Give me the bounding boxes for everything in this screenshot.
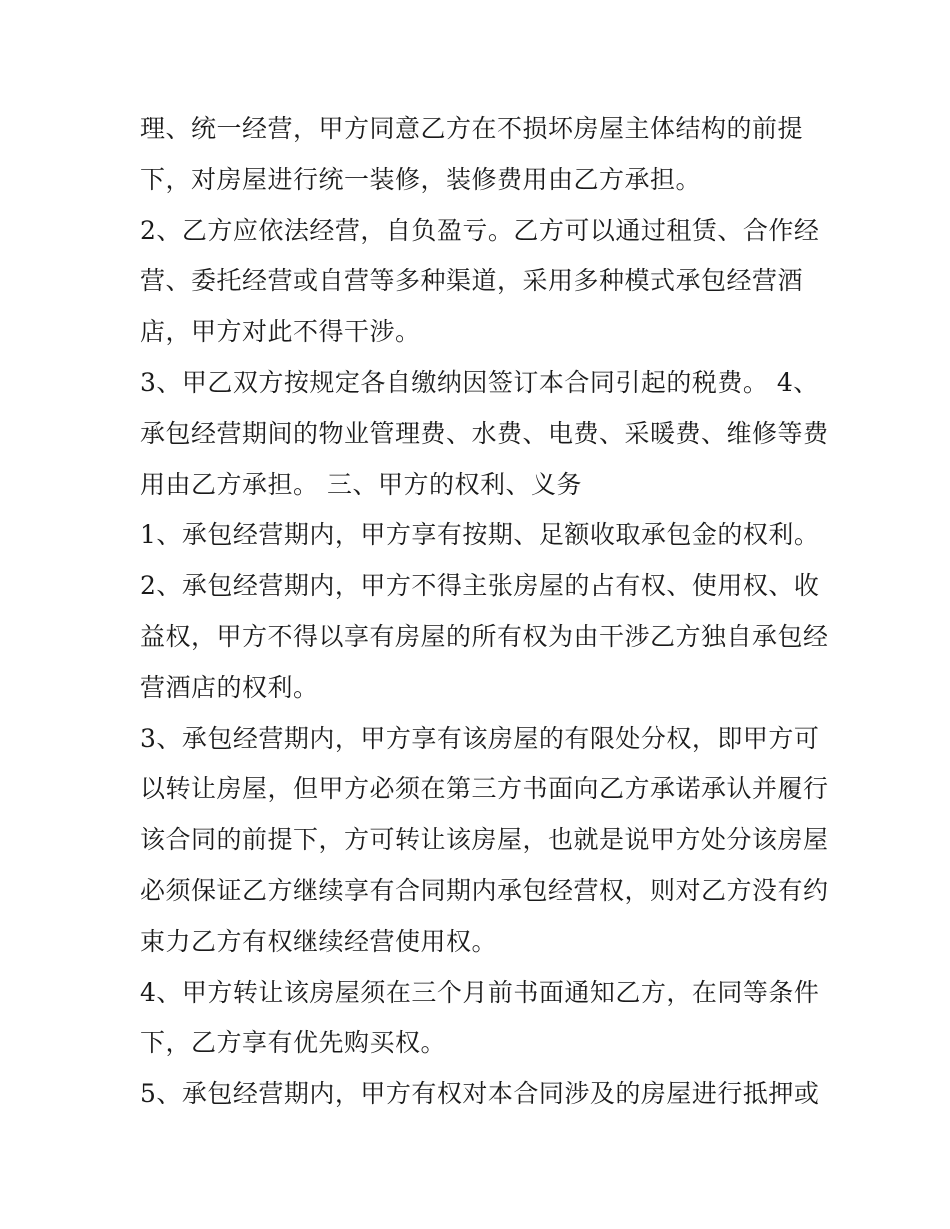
text-line: 理、统一经营，甲方同意乙方在不损坏房屋主体结构的前提	[140, 114, 804, 143]
text-line: 益权，甲方不得以享有房屋的所有权为由干涉乙方独自承包经	[140, 621, 829, 651]
text-line: 5、承包经营期内，甲方有权对本合同涉及的房屋进行抵押或	[140, 1079, 820, 1109]
text-line: 必须保证乙方继续享有合同期内承包经营权，则对乙方没有约	[140, 875, 829, 905]
text-line: 营酒店的权利。	[140, 672, 319, 702]
text-line: 束力乙方有权继续经营使用权。	[140, 926, 498, 956]
text-line: 用由乙方承担。 三、甲方的权利、义务	[140, 469, 582, 499]
text-line: 3、甲乙双方按规定各自缴纳因签订本合同引起的税费。 4、	[140, 367, 819, 397]
text-line: 4、甲方转让该房屋须在三个月前书面通知乙方，在同等条件	[140, 977, 820, 1007]
text-line: 2、承包经营期内，甲方不得主张房屋的占有权、使用权、收	[140, 571, 820, 601]
text-line: 1、承包经营期内，甲方享有按期、足额收取承包金的权利。	[140, 520, 820, 550]
text-line: 店，甲方对此不得干涉。	[140, 317, 421, 347]
text-line: 3、承包经营期内，甲方享有该房屋的有限处分权，即甲方可	[140, 723, 820, 753]
text-line: 2、乙方应依法经营，自负盈亏。乙方可以通过租赁、合作经	[140, 215, 820, 245]
text-line: 下，乙方享有优先购买权。	[140, 1028, 447, 1058]
document-body	[140, 104, 830, 1120]
text-line: 下，对房屋进行统一装修，装修费用由乙方承担。	[140, 164, 702, 194]
text-line: 承包经营期间的物业管理费、水费、电费、采暖费、维修等费	[140, 418, 829, 448]
text-line: 该合同的前提下，方可转让该房屋，也就是说甲方处分该房屋	[140, 825, 829, 855]
text-line: 以转让房屋，但甲方必须在第三方书面向乙方承诺承认并履行	[140, 774, 829, 804]
text-line: 营、委托经营或自营等多种渠道，采用多种模式承包经营酒	[140, 266, 804, 296]
